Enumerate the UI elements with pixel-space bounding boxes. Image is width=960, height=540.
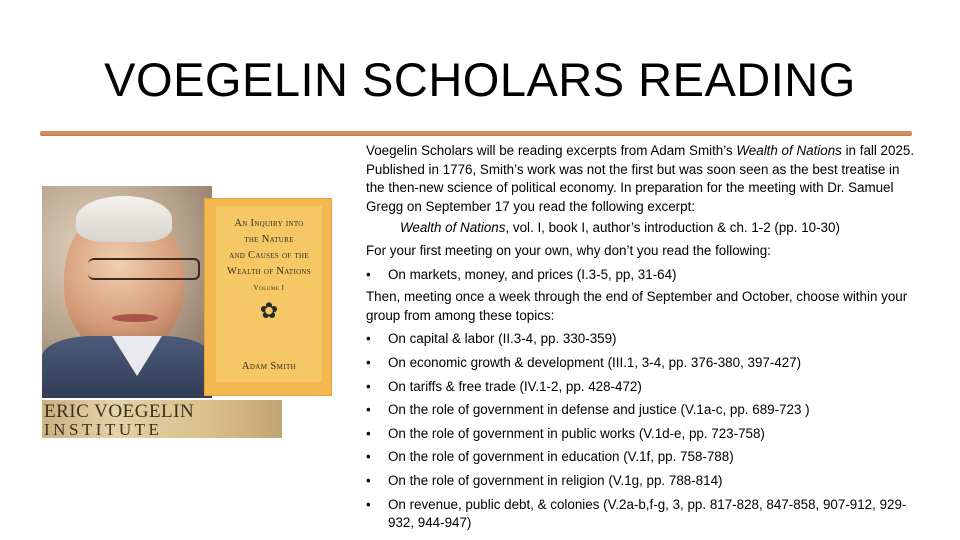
bullet-icon: • (366, 378, 371, 394)
intro-text-end: in fall 2025. Published in 1776, Smith’s work was not the first but was soon seen as the best treatise in the then-new science of political economy. In preparation for the meeting with Dr. Samuel Gregg on September 17 you read the following excerpt: (366, 143, 915, 214)
header-image-collage (42, 186, 311, 442)
portrait-hair (76, 196, 172, 242)
list-item (366, 330, 918, 349)
book-cover (204, 198, 332, 396)
excerpt-line (366, 219, 918, 238)
list-item-text: On revenue, public debt, & colonies (V.2a-b,f-g, 3, pp. 817-828, 847-858, 907-912, 929-932, 944-947) (388, 496, 907, 531)
list-item-text: On the role of government in education (V.1f, pp. 758-788) (388, 449, 734, 465)
list-item (366, 425, 918, 444)
book-title-line: the Nature (244, 234, 294, 245)
list-item-text: On tariffs & free trade (IV.1-2, pp. 428-472) (388, 378, 642, 394)
bullet-icon: • (366, 472, 371, 488)
logo-line-1: ERIC VOEGELIN (44, 401, 195, 422)
bullet-icon: • (366, 402, 371, 418)
bullet-icon: • (366, 496, 371, 512)
excerpt-details: , vol. I, book I, author’s introduction & ch. 1-2 (pp. 10-30) (505, 220, 840, 236)
topics-list (366, 330, 918, 532)
book-title-line: An Inquiry into (234, 218, 304, 229)
list-item (366, 448, 918, 467)
flower-icon: ✿ (259, 298, 279, 323)
portrait-photo (42, 186, 212, 398)
list-item-text: On capital & labor (II.3-4, pp. 330-359) (388, 331, 617, 347)
logo-line-2: INSTITUTE (44, 420, 163, 439)
intro-paragraph (366, 142, 918, 216)
slide-title: VOEGELIN SCHOLARS READING (104, 53, 856, 106)
topics-intro-text: Then, meeting once a week through the end of September and October, choose within your group from among these topics: (366, 289, 908, 323)
book-author: Adam Smith (241, 361, 297, 372)
list-item (366, 472, 918, 491)
list-item (366, 496, 918, 533)
list-item (366, 378, 918, 397)
bullet-icon: • (366, 425, 371, 441)
book-title-line: and Causes of the (229, 250, 309, 261)
reading-description (366, 142, 918, 533)
list-item-text: On the role of government in religion (V.1g, pp. 788-814) (388, 472, 723, 488)
list-item (366, 401, 918, 420)
bullet-icon: • (366, 449, 371, 465)
bullet-icon: • (366, 266, 371, 282)
list-item-text: On the role of government in defense and justice (V.1a-c, pp. 689-723 ) (388, 402, 810, 418)
list-item-text: On markets, money, and prices (I.3-5, pp, 31-64) (388, 266, 677, 282)
intro-text-start: Voegelin Scholars will be reading excerpts from Adam Smith’s (366, 143, 737, 158)
first-meeting-list (366, 266, 918, 285)
book-volume: Volume I (253, 284, 285, 292)
bullet-icon: • (366, 331, 371, 347)
title-divider (40, 131, 912, 135)
institute-logo (42, 400, 282, 438)
book-title-line: Wealth of Nations (227, 266, 311, 277)
book-cover-panel (216, 206, 322, 382)
list-item-text: On economic growth & development (III.1, 3-4, pp. 376-380, 397-427) (388, 354, 802, 370)
list-item-text: On the role of government in public works (V.1d-e, pp. 723-758) (388, 425, 765, 441)
excerpt-book-title: Wealth of Nations (400, 220, 506, 236)
list-item (366, 354, 918, 373)
portrait-mouth (112, 314, 158, 322)
bullet-icon: • (366, 354, 371, 370)
intro-book-title: Wealth of Nations (736, 143, 842, 158)
list-item (366, 266, 918, 285)
portrait-glasses (88, 258, 200, 280)
first-meeting-text: For your first meeting on your own, why don’t you read the following: (366, 242, 771, 258)
